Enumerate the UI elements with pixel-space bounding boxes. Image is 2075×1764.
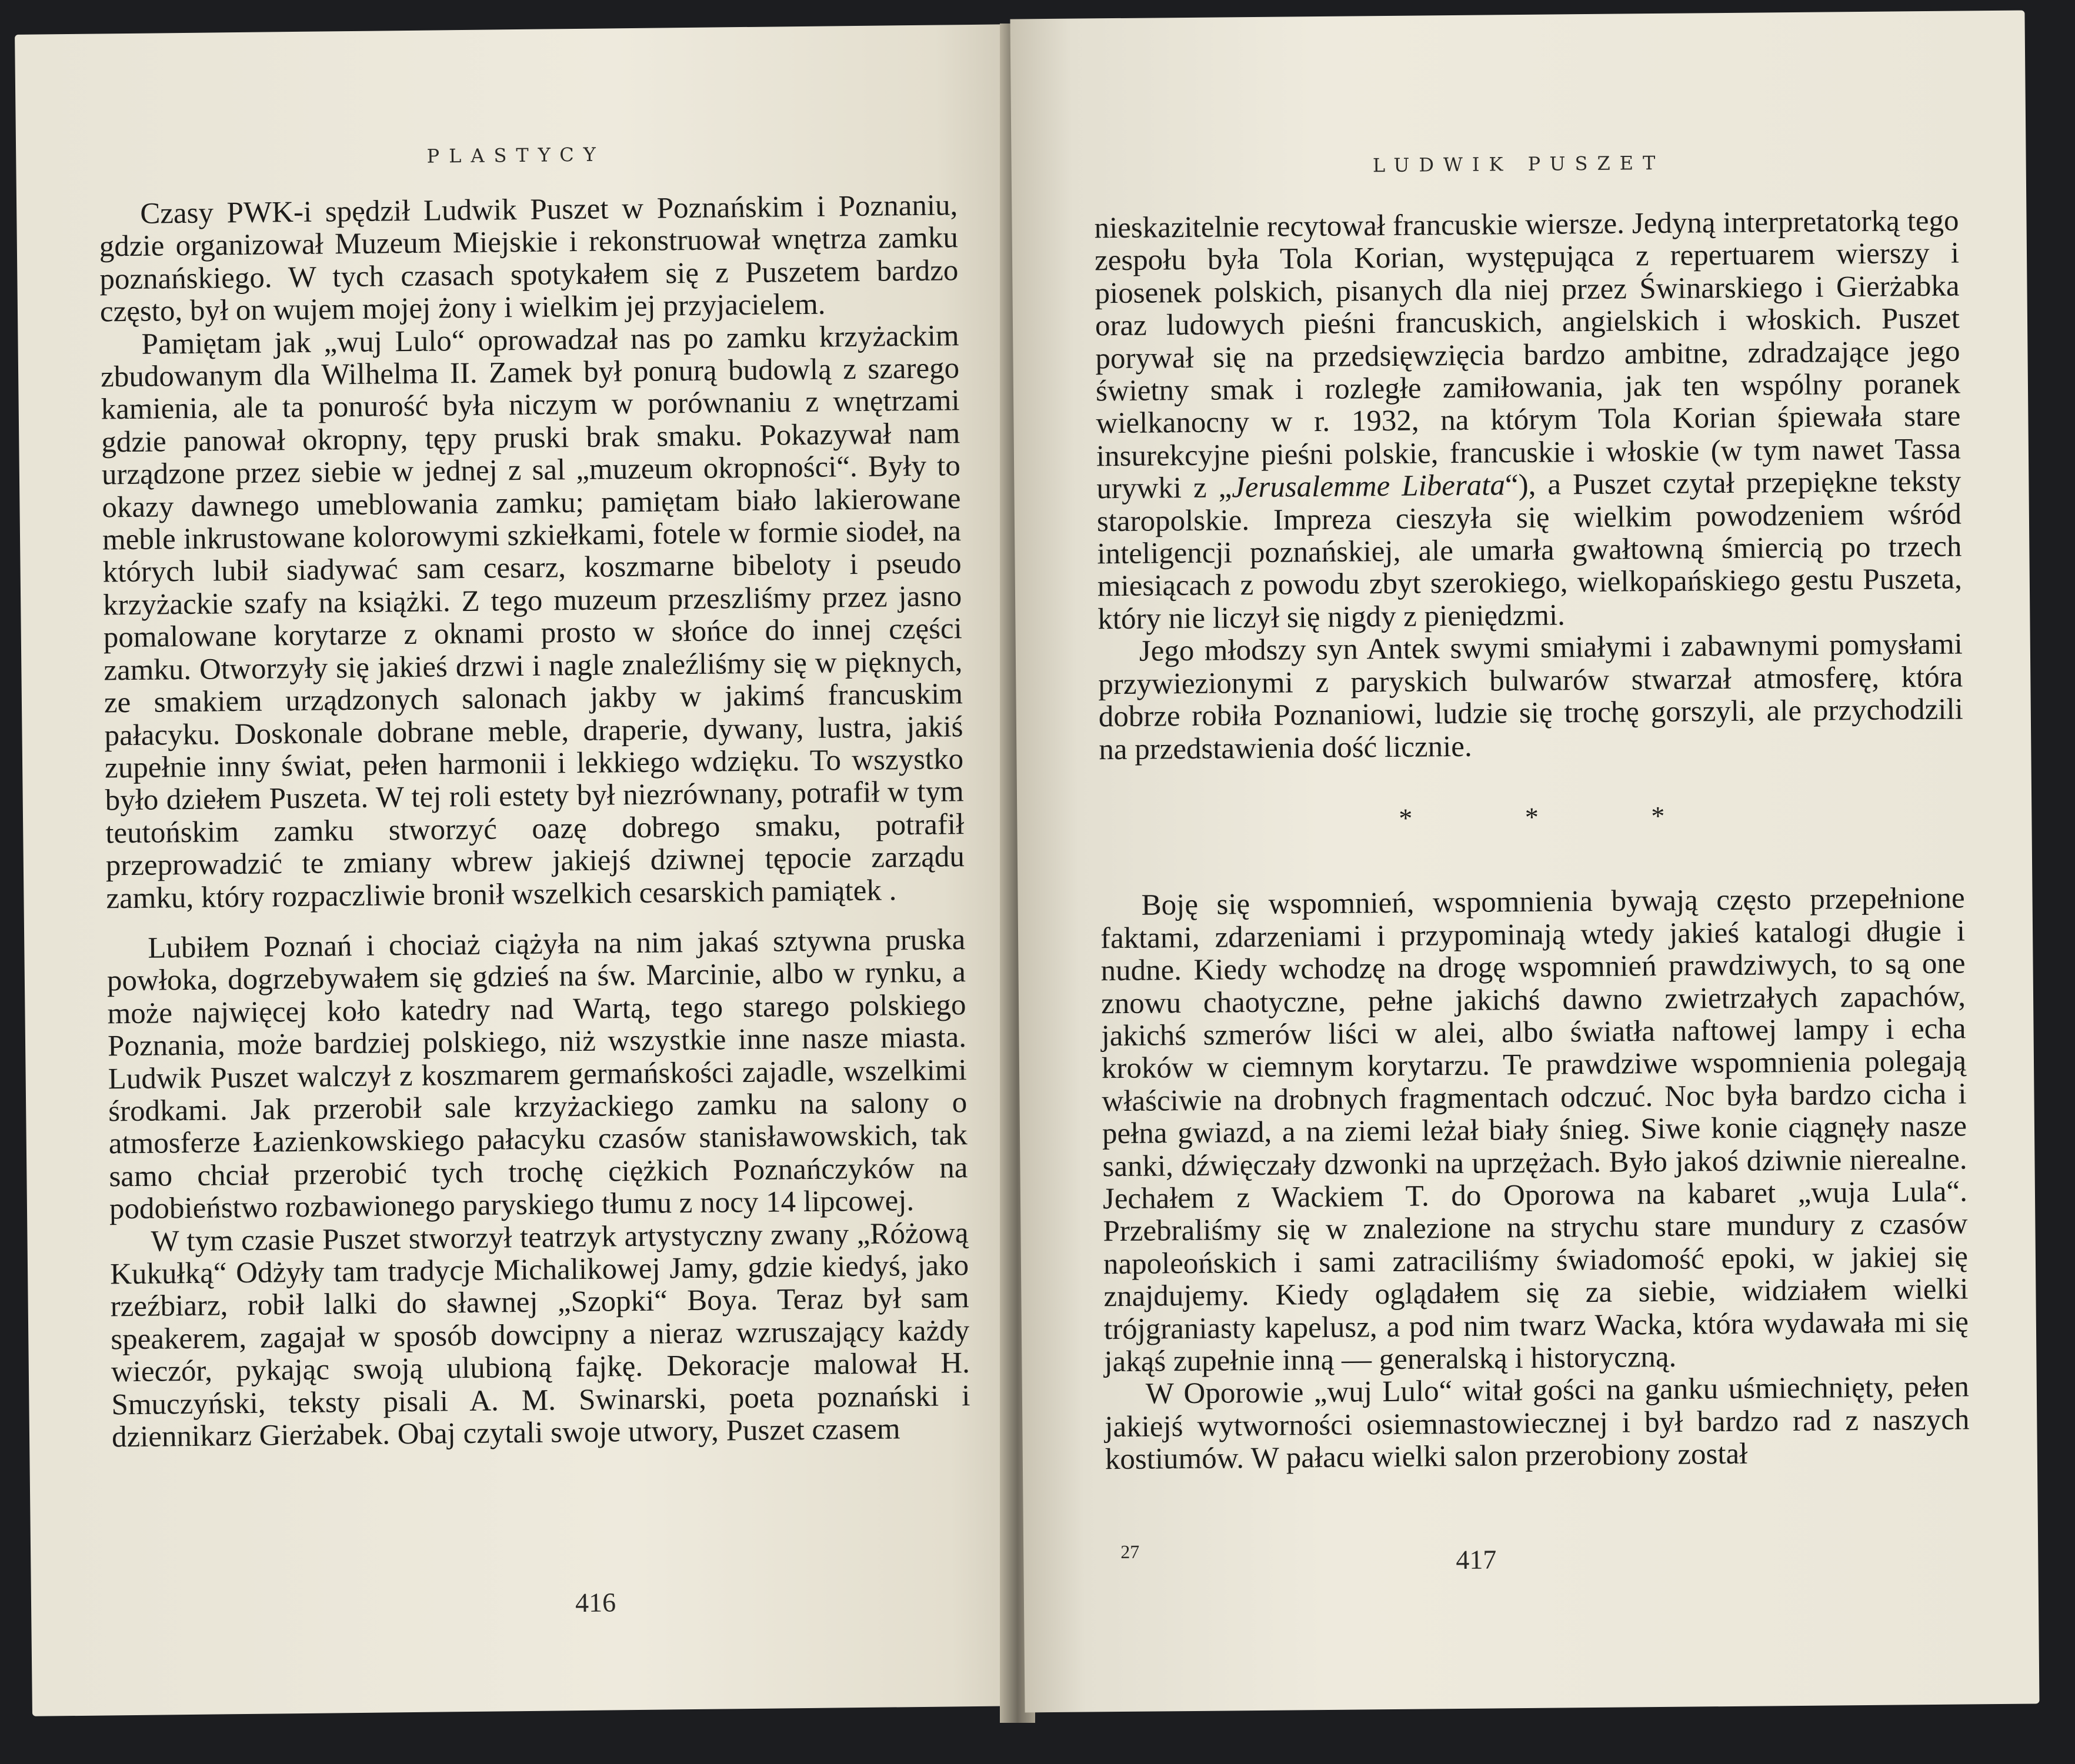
paragraph-text: nieskazitelnie recytował francuskie wiersze. Jedyną interpretatorką tego zespołu była Tola Korian, występująca z repertuarem wierszy i piosenek polskich, pisanych dla niej przez Świnarskiego i Gierżabka oraz ludowych pieśni francuskich, angielskich i włoskich. Puszet porywał się na przedsięwzięcia bardzo ambitne, zdradzające jego świetny smak i rozległe zamiłowania, jak ten wspólny poranek wielkanocny w r. 1932, na którym Tola Korian śpiewała stare insurekcyjne pieśni polskie, francuskie i włoskie (w tym nawet Tassa urywki z „ xyxy=(1094,204,1961,506)
paragraph: Czasy PWK-i spędził Ludwik Puszet w Poznańskim i Poznaniu, gdzie organizował Muzeum Miejskie i rekonstruował wnętrza zamku poznańskiego. W tych czasach spotykałem się z Puszetem bardzo często, był on wujem mojej żony i wielkim jej przyjacielem. xyxy=(99,189,959,329)
paragraph: W tym czasie Puszet stworzył teatrzyk artystyczny zwany „Różową Kukułką“ Odżyły tam tradycje Michalikowej Jamy, gdzie kiedyś, jako rzeźbiarz, robił lalki do sławnej „Szopki“ Boya. Teraz był sam speakerem, zagajał w sposób dowcipny a nieraz wzruszający każdy wieczór, pykając swoją ulubioną fajkę. Dekoracje malował H. Smuczyński, teksty pisali A. M. Swinarski, poeta poznański i dziennikarz Gierżabek. Obaj czytali swoje utwory, Puszet czasem xyxy=(109,1216,970,1454)
italic-title: Jerusalemme Liberata xyxy=(1231,469,1506,505)
paragraph: Pamiętam jak „wuj Lulo“ oprowadzał nas po zamku krzyżackim zbudowanym dla Wilhelma II. Zamek był ponurą budowlą z szarego kamienia, ale ta ponurość była niczym w porównaniu z wnętrzami gdzie panował okropny, tępy pruski brak smaku. Pokazywał nam urządzone przez siebie w jednej z sal „muzeum okropności“. Były to okazy dawnego umeblowania zamku; pamiętam biało lakierowane meble inkrustowane kolorowymi szkiełkami, fotele w formie siodeł, na których lubił siadywać sam cesarz, koszmarne bibeloty i pseudo krzyżackie szafy na książki. Z tego muzeum przeszliśmy przez jasno pomalowane korytarze z oknami prosto w słońce do innej części zamku. Otworzyły się jakieś drzwi i nagle znaleźliśmy się w pięknych, ze smakiem urządzonych salonach jakby w jakimś francuskim pałacyku. Doskonale dobrane meble, draperie, dywany, lustra, jakiś zupełnie inny świat, pełen harmonii i lekkiego wdzięku. To wszystko było dziełem Puszeta. W tej roli estety był niezrównany, potrafił w tym teutońskim zamku stworzyć oazę dobrego smaku, potrafił przeprowadzić te zmiany wbrew jakiejś dziwnej tępocie zarządu zamku, który rozpaczliwie bronił wszelkich cesarskich pamiątek . xyxy=(100,319,965,915)
section-separator: * * * xyxy=(1399,800,1718,833)
paragraph xyxy=(1094,205,1962,636)
left-page xyxy=(15,24,1032,1716)
paragraph: W Oporowie „wuj Lulo“ witał gości na ganku uśmiechnięty, pełen jakiejś wytworności osiemnastowiecznej i był bardzo rad z naszych kostiumów. W pałacu wielki salon przerobiony został xyxy=(1105,1370,1970,1476)
running-head-right: LUDWIK PUSZET xyxy=(1372,151,1665,177)
signature-mark: 27 xyxy=(1120,1541,1140,1563)
page-number-left: 416 xyxy=(575,1587,616,1618)
page-number-right: 417 xyxy=(1456,1544,1497,1575)
paragraph-text: “), a Puszet czytał przepiękne teksty staropolskie. Impreza cieszyła się wielkim powodzeniem wśród inteligencji poznańskiej, ale umarła gwałtowną śmiercią po trzech miesiącach z powodu zbyt szerokiego, wielkopańskiego gestu Puszeta, który nie liczył się nigdy z pieniędzmi. xyxy=(1096,465,1963,636)
paragraph: Boję się wspomnień, wspomnienia bywają często przepełnione faktami, zdarzeniami i przypominają wtedy jakieś katalogi długie i nudne. Kiedy wchodzę na drogę wspomnień prawdziwych, to są one znowu chaotyczne, pełne jakichś dawno zwietrzałych zapachów, jakichś szmerów liści w alei, albo światła naftowej lampy i echa kroków w ciemnym korytarzu. Te prawdziwe wspomnienia polegają właściwie na drobnych fragmentach odczuć. Noc była bardzo cicha i pełna gwiazd, a na ziemi leżał biały śnieg. Siwe konie ciągnęły nasze sanki, dźwięczały dzwonki na uprzężach. Było jakoś dziwnie nierealne. Jechałem z Wackiem T. do Oporowa na kabaret „wuja Lula“. Przebraliśmy się w znalezione na strychu stare mundury z czasów napoleońskich i sami zatraciliśmy świadomość epoki, w jakiej się znajdujemy. Kiedy oglądałem się za siebie, widziałem wielki trójgraniasty kapelusz, a pod nim twarz Wacka, która wydawała mi się jakąś zupełnie inną — generalską i historyczną. xyxy=(1100,881,1969,1379)
right-page xyxy=(1010,11,2039,1713)
paragraph: Lubiłem Poznań i chociaż ciążyła na nim jakaś sztywna pruska powłoka, dogrzebywałem się gdzieś na św. Marcinie, albo w rynku, a może najwięcej koło katedry nad Wartą, tego starego polskiego Poznania, może bardziej polskiego, niż wszystkie inne nasze miasta. Ludwik Puszet walczył z koszmarem germańskości zajadle, wszelkimi środkami. Jak przerobił sale krzyżackiego zamku na salony o atmosferze Łazienkowskiego pałacyku czasów stanisławowskich, tak samo chciał przerobić tych trochę ciężkich Poznańczyków na podobieństwo rozbawionego paryskiego tłumu z nocy 14 lipcowej. xyxy=(106,923,968,1226)
paragraph: Jego młodszy syn Antek swymi smiałymi i zabawnymi pomysłami przywiezionymi z paryskich bulwarów stwarzał atmosferę, która dobrze robiła Poznaniowi, ludzie się trochę gorszyli, ale przychodzili na przedstawienia dość licznie. xyxy=(1098,627,1964,766)
left-page-body xyxy=(99,189,970,1454)
running-head-left: PLASTYCY xyxy=(426,143,606,168)
right-page-body xyxy=(1094,205,1970,1476)
